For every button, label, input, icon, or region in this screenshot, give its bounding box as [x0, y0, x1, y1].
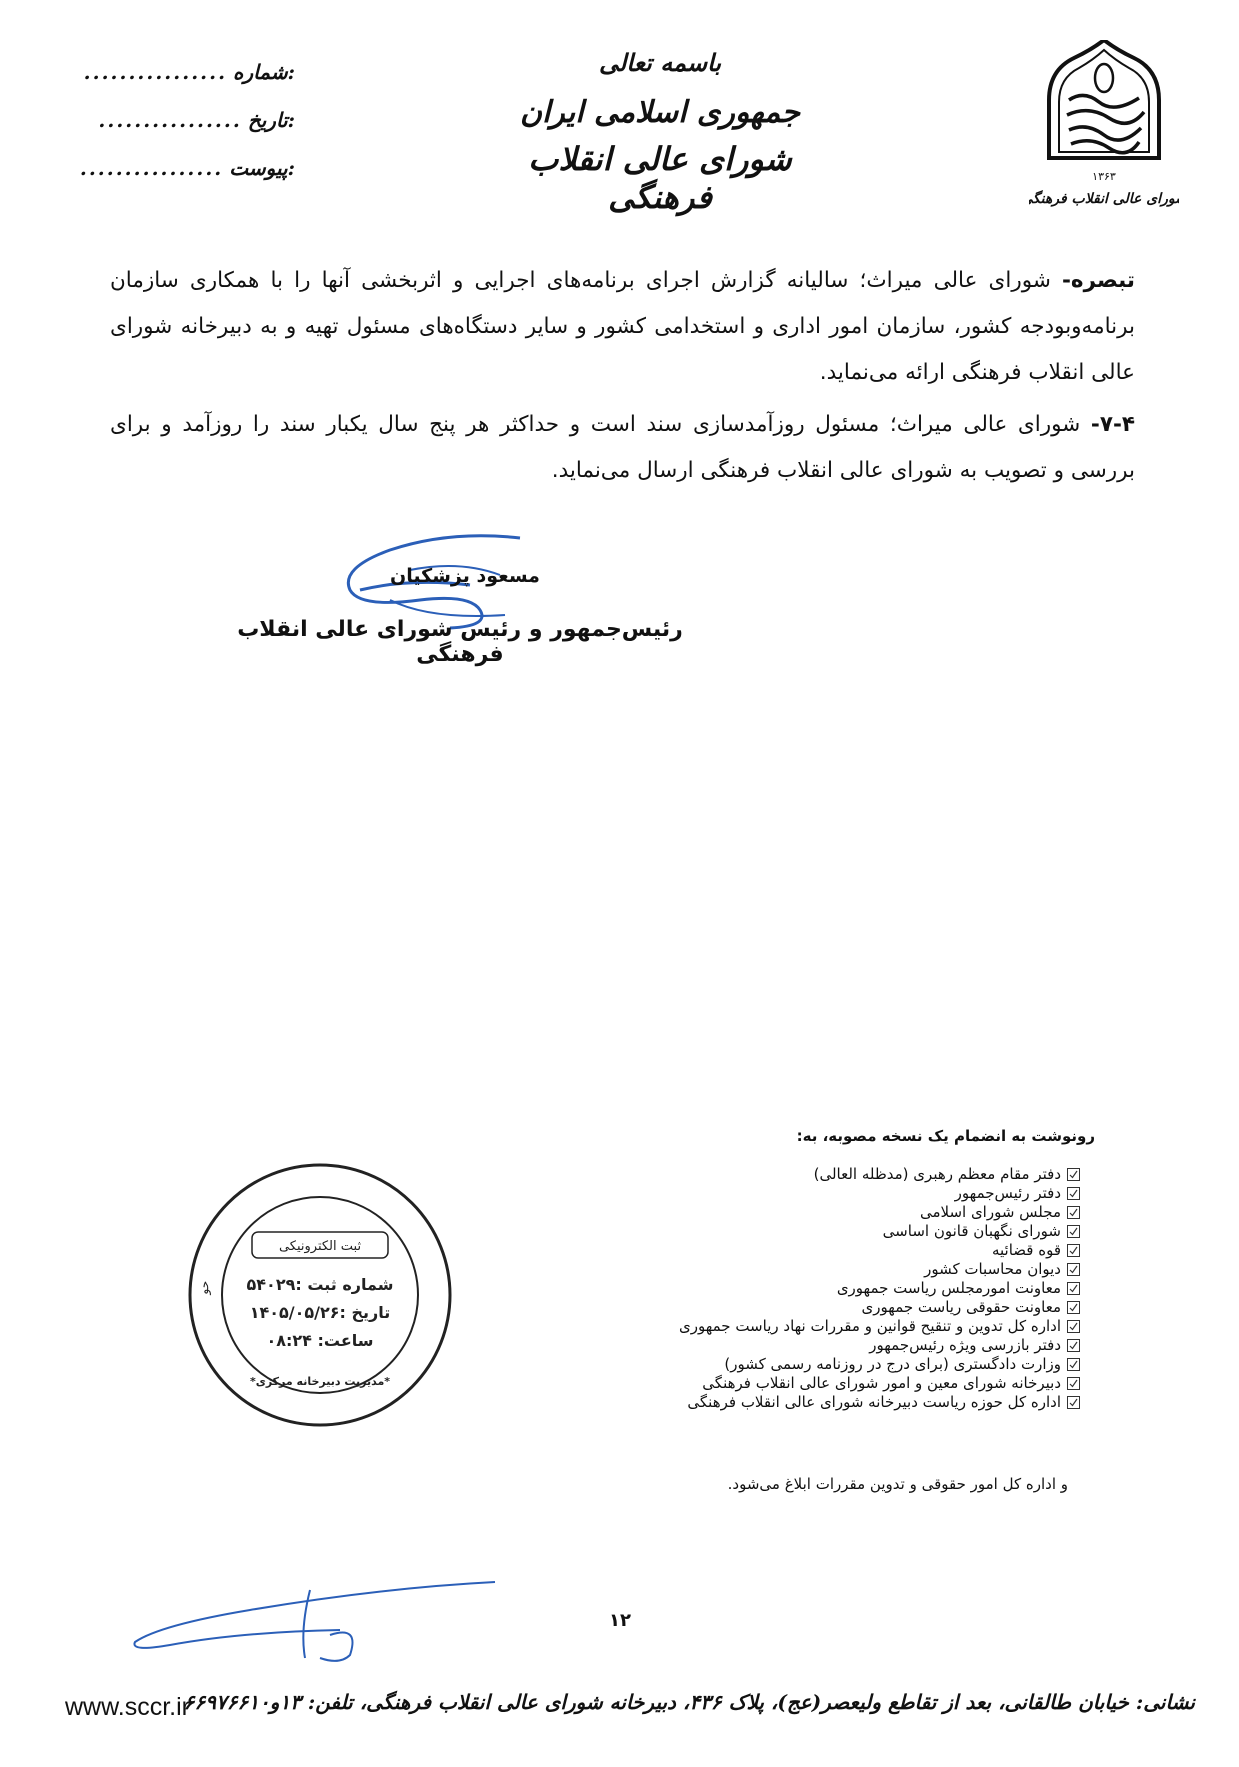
clause-label: ۷-۴- [1090, 412, 1135, 437]
cc-list-item [560, 1165, 1080, 1184]
note-text: شورای عالی میراث؛ سالیانه گزارش اجرای برنامه‌های اجرایی و اثربخشی آنها را با همکاری سازمان برنامه‌وبودجه کشور، سازمان امور اداری و استخدامی کشور و سایر دستگاه‌های مسئول تهیه و به دبیرخانه شورای عالی انقلاب فرهنگی ارائه می‌نماید. [110, 268, 1135, 385]
cc-list-item [560, 1222, 1080, 1241]
note-paragraph [110, 258, 1135, 396]
letter-meta [55, 60, 295, 204]
council-emblem-icon [1029, 40, 1179, 220]
stamp-time: ساعت: ۰۸:۲۴ [266, 1331, 374, 1350]
date-label: تاریخ: [247, 108, 295, 132]
cc-item-label: وزارت دادگستری (برای درج در روزنامه رسمی کشور) [724, 1355, 1061, 1373]
note-label: تبصره- [1061, 268, 1135, 293]
bismillah: باسمه تعالی [598, 48, 722, 77]
svg-text:شورای عالی انقلاب فرهنگی: شورای عالی انقلاب فرهنگی [1029, 191, 1179, 207]
checkbox-icon [1067, 1187, 1080, 1200]
cc-item-label: معاونت حقوقی ریاست جمهوری [861, 1298, 1061, 1316]
cc-item-label: شورای نگهبان قانون اساسی [882, 1222, 1061, 1240]
cc-item-label: اداره کل حوزه ریاست دبیرخانه شورای عالی انقلاب فرهنگی [687, 1393, 1061, 1411]
cc-item-label: اداره کل تدوین و تنقیح قوانین و مقررات نهاد ریاست جمهوری [678, 1317, 1061, 1335]
cc-item-label: دیوان محاسبات کشور [924, 1260, 1061, 1278]
number-dots: ................ [83, 60, 228, 84]
country-name: جمهوری اسلامی ایران [519, 95, 801, 130]
stamp-ring-text: حو [196, 1280, 212, 1295]
cc-list-item [560, 1203, 1080, 1222]
checkbox-icon [1067, 1206, 1080, 1219]
cc-heading: رونوشت به انضمام یک نسخه مصوبه، به: [796, 1127, 1095, 1145]
checkbox-icon [1067, 1339, 1080, 1352]
initials-signature [130, 1570, 500, 1670]
cc-item-label: دفتر مقام معظم رهبری (مدظله العالی) [813, 1165, 1061, 1183]
svg-text:۱۳۶۳: ۱۳۶۳ [1092, 170, 1116, 183]
cc-list-item [560, 1298, 1080, 1317]
cc-item-label: دفتر رئیس‌جمهور [954, 1184, 1061, 1202]
checkbox-icon [1067, 1301, 1080, 1314]
cc-list-item [560, 1260, 1080, 1279]
signer-title: رئیس‌جمهور و رئیس شورای عالی انقلاب فرهنگی [237, 617, 683, 667]
round-stamp-icon [180, 1155, 460, 1435]
checkbox-icon [1067, 1377, 1080, 1390]
attachment-label: پیوست: [229, 156, 295, 180]
signer-name: مسعود پزشکیان [390, 565, 540, 587]
cc-list-item [560, 1241, 1080, 1260]
council-name: شورای عالی انقلاب فرهنگی [528, 140, 792, 216]
registration-stamp [180, 1155, 460, 1435]
number-label: شماره: [233, 60, 295, 84]
letterhead [480, 48, 840, 216]
cc-list-item [560, 1336, 1080, 1355]
page-number: ۱۲ [609, 1610, 631, 1631]
checkbox-icon [1067, 1320, 1080, 1333]
stamp-reg-number: شماره ثبت :۵۴۰۲۹ [246, 1275, 394, 1294]
website-link[interactable]: www.sccr.ir [65, 1693, 190, 1721]
initials-scribble-icon [130, 1570, 500, 1670]
cc-item-label: معاونت امورمجلس ریاست جمهوری [836, 1279, 1061, 1297]
checkbox-icon [1067, 1244, 1080, 1257]
cc-item-label: دفتر بازرسی ویژه رئیس‌جمهور [869, 1336, 1061, 1354]
cc-list-item [560, 1317, 1080, 1336]
checkbox-icon [1067, 1263, 1080, 1276]
cc-item-label: قوه قضائیه [991, 1241, 1061, 1259]
cc-list-item [560, 1184, 1080, 1203]
council-logo [1029, 40, 1179, 220]
date-dots: ................ [98, 108, 242, 132]
attachment-dots: ................ [79, 156, 224, 180]
clause-paragraph [110, 402, 1135, 494]
stamp-date: تاریخ :۱۴۰۵/۰۵/۲۶ [249, 1303, 391, 1322]
attachment-field [55, 156, 295, 204]
cc-item-label: دبیرخانه شورای معین و امور شورای عالی انقلاب فرهنگی [702, 1374, 1061, 1392]
cc-list-item [560, 1374, 1080, 1393]
stamp-bottom: *مدیریت دبیرخانه مرکزی* [249, 1375, 391, 1388]
cc-list-item [560, 1355, 1080, 1374]
svg-text:حوزه معاونت اداری و مالی معاون [180, 1155, 212, 1296]
checkbox-icon [1067, 1225, 1080, 1238]
date-field [55, 108, 295, 156]
footer-address: نشانی: خیابان طالقانی، بعد از تقاطع ولیعصر(عج)، پلاک ۴۳۶، دبیرخانه شورای عالی انقلاب فرهنگی، تلفن: ۱۳و۶۶۹۷۶۶۱۰ [183, 1690, 1195, 1714]
cc-list-item [560, 1393, 1080, 1412]
stamp-label: ثبت الکترونیکی [278, 1239, 362, 1254]
cc-list-item [560, 1279, 1080, 1298]
cc-list [560, 1165, 1080, 1412]
checkbox-icon [1067, 1358, 1080, 1371]
cc-footer: و اداره کل امور حقوقی و تدوین مقررات ابلاغ می‌شود. [727, 1475, 1068, 1493]
cc-item-label: مجلس شورای اسلامی [919, 1203, 1061, 1221]
checkbox-icon [1067, 1168, 1080, 1181]
letter-body [110, 258, 1135, 500]
number-field [55, 60, 295, 108]
checkbox-icon [1067, 1396, 1080, 1409]
checkbox-icon [1067, 1282, 1080, 1295]
clause-text: شورای عالی میراث؛ مسئول روزآمدسازی سند است و حداکثر هر پنج سال یکبار سند را روزآمد و برای بررسی و تصویب به شورای عالی انقلاب فرهنگی ارسال می‌نماید. [110, 412, 1135, 483]
